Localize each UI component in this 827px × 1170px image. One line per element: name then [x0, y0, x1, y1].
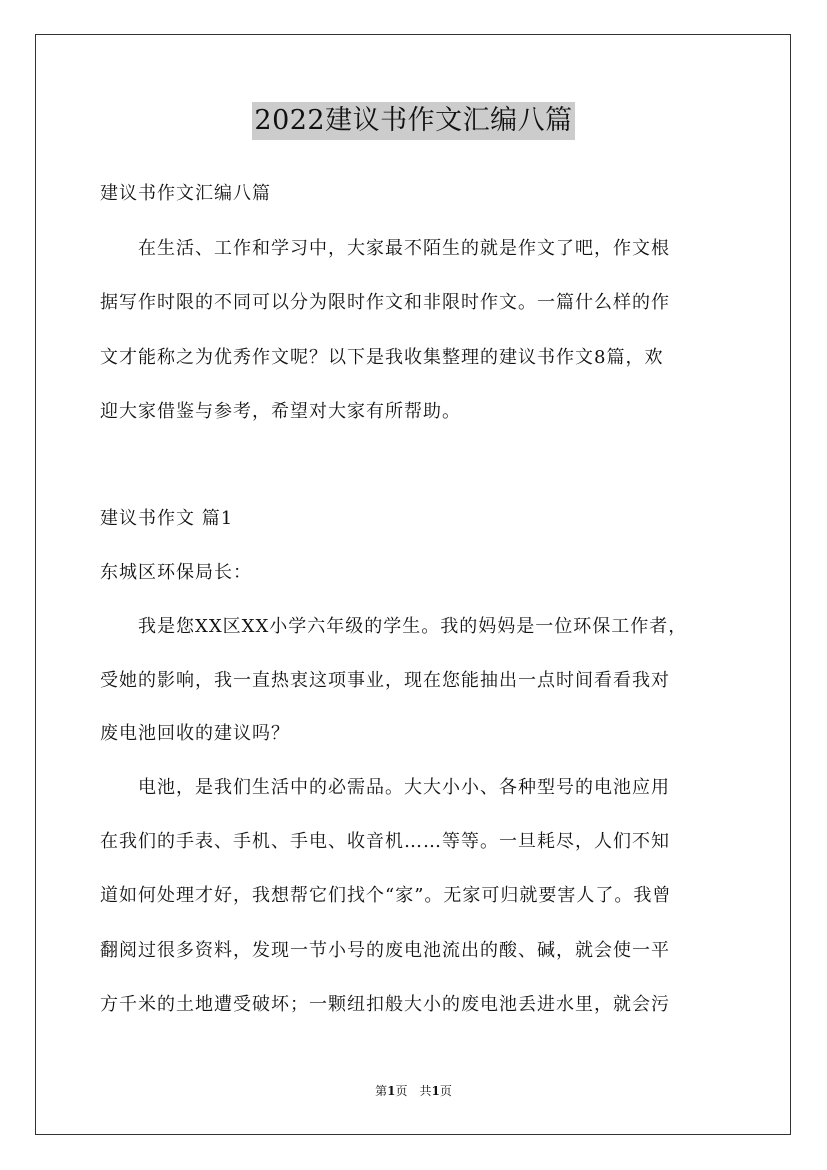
paragraph-line: 道如何处理才好，我想帮它们找个“家”。无家可归就要害人了。我曾: [100, 885, 672, 906]
intro-line: 迎大家借鉴与参考，希望对大家有所帮助。: [100, 401, 461, 422]
footer-mid: 页 共: [395, 1084, 432, 1098]
paragraph-line: 电池，是我们生活中的必需品。大大小小、各种型号的电池应用: [100, 777, 670, 798]
paragraph-line: 废电池回收的建议吗？: [100, 723, 290, 744]
intro-line: 文才能称之为优秀作文呢？以下是我收集整理的建议书作文8篇，欢: [100, 347, 664, 368]
footer-total-pages: 1: [431, 1084, 440, 1098]
footer-page-number: 1: [387, 1084, 396, 1098]
document-title: 2022建议书作文汇编八篇: [252, 102, 574, 140]
paragraph-line: 方千米的土地遭受破坏；一颗纽扣般大小的废电池丢进水里，就会污: [100, 994, 670, 1015]
paragraph-line: 翻阅过很多资料，发现一节小号的废电池流出的酸、碱，就会使一平: [100, 940, 670, 961]
footer-prefix: 第: [375, 1084, 388, 1098]
title-container: [0, 102, 827, 140]
footer-suffix: 页: [439, 1084, 452, 1098]
paragraph-line: 在我们的手表、手机、手电、收音机……等等。一旦耗尽，人们不知: [100, 831, 670, 852]
subtitle: 建议书作文汇编八篇: [100, 183, 271, 204]
salutation: 东城区环保局长：: [100, 562, 252, 583]
intro-line: 在生活、工作和学习中，大家最不陌生的就是作文了吧，作文根: [100, 238, 670, 259]
paragraph-line: 我是您XX区XX小学六年级的学生。我的妈妈是一位环保工作者，: [100, 616, 688, 637]
section-heading: 建议书作文 篇1: [100, 508, 234, 529]
paragraph-line: 受她的影响，我一直热衷这项事业，现在您能抽出一点时间看看我对: [100, 670, 670, 691]
intro-line: 据写作时限的不同可以分为限时作文和非限时作文。一篇什么样的作: [100, 292, 670, 313]
page-footer: [0, 1083, 827, 1099]
